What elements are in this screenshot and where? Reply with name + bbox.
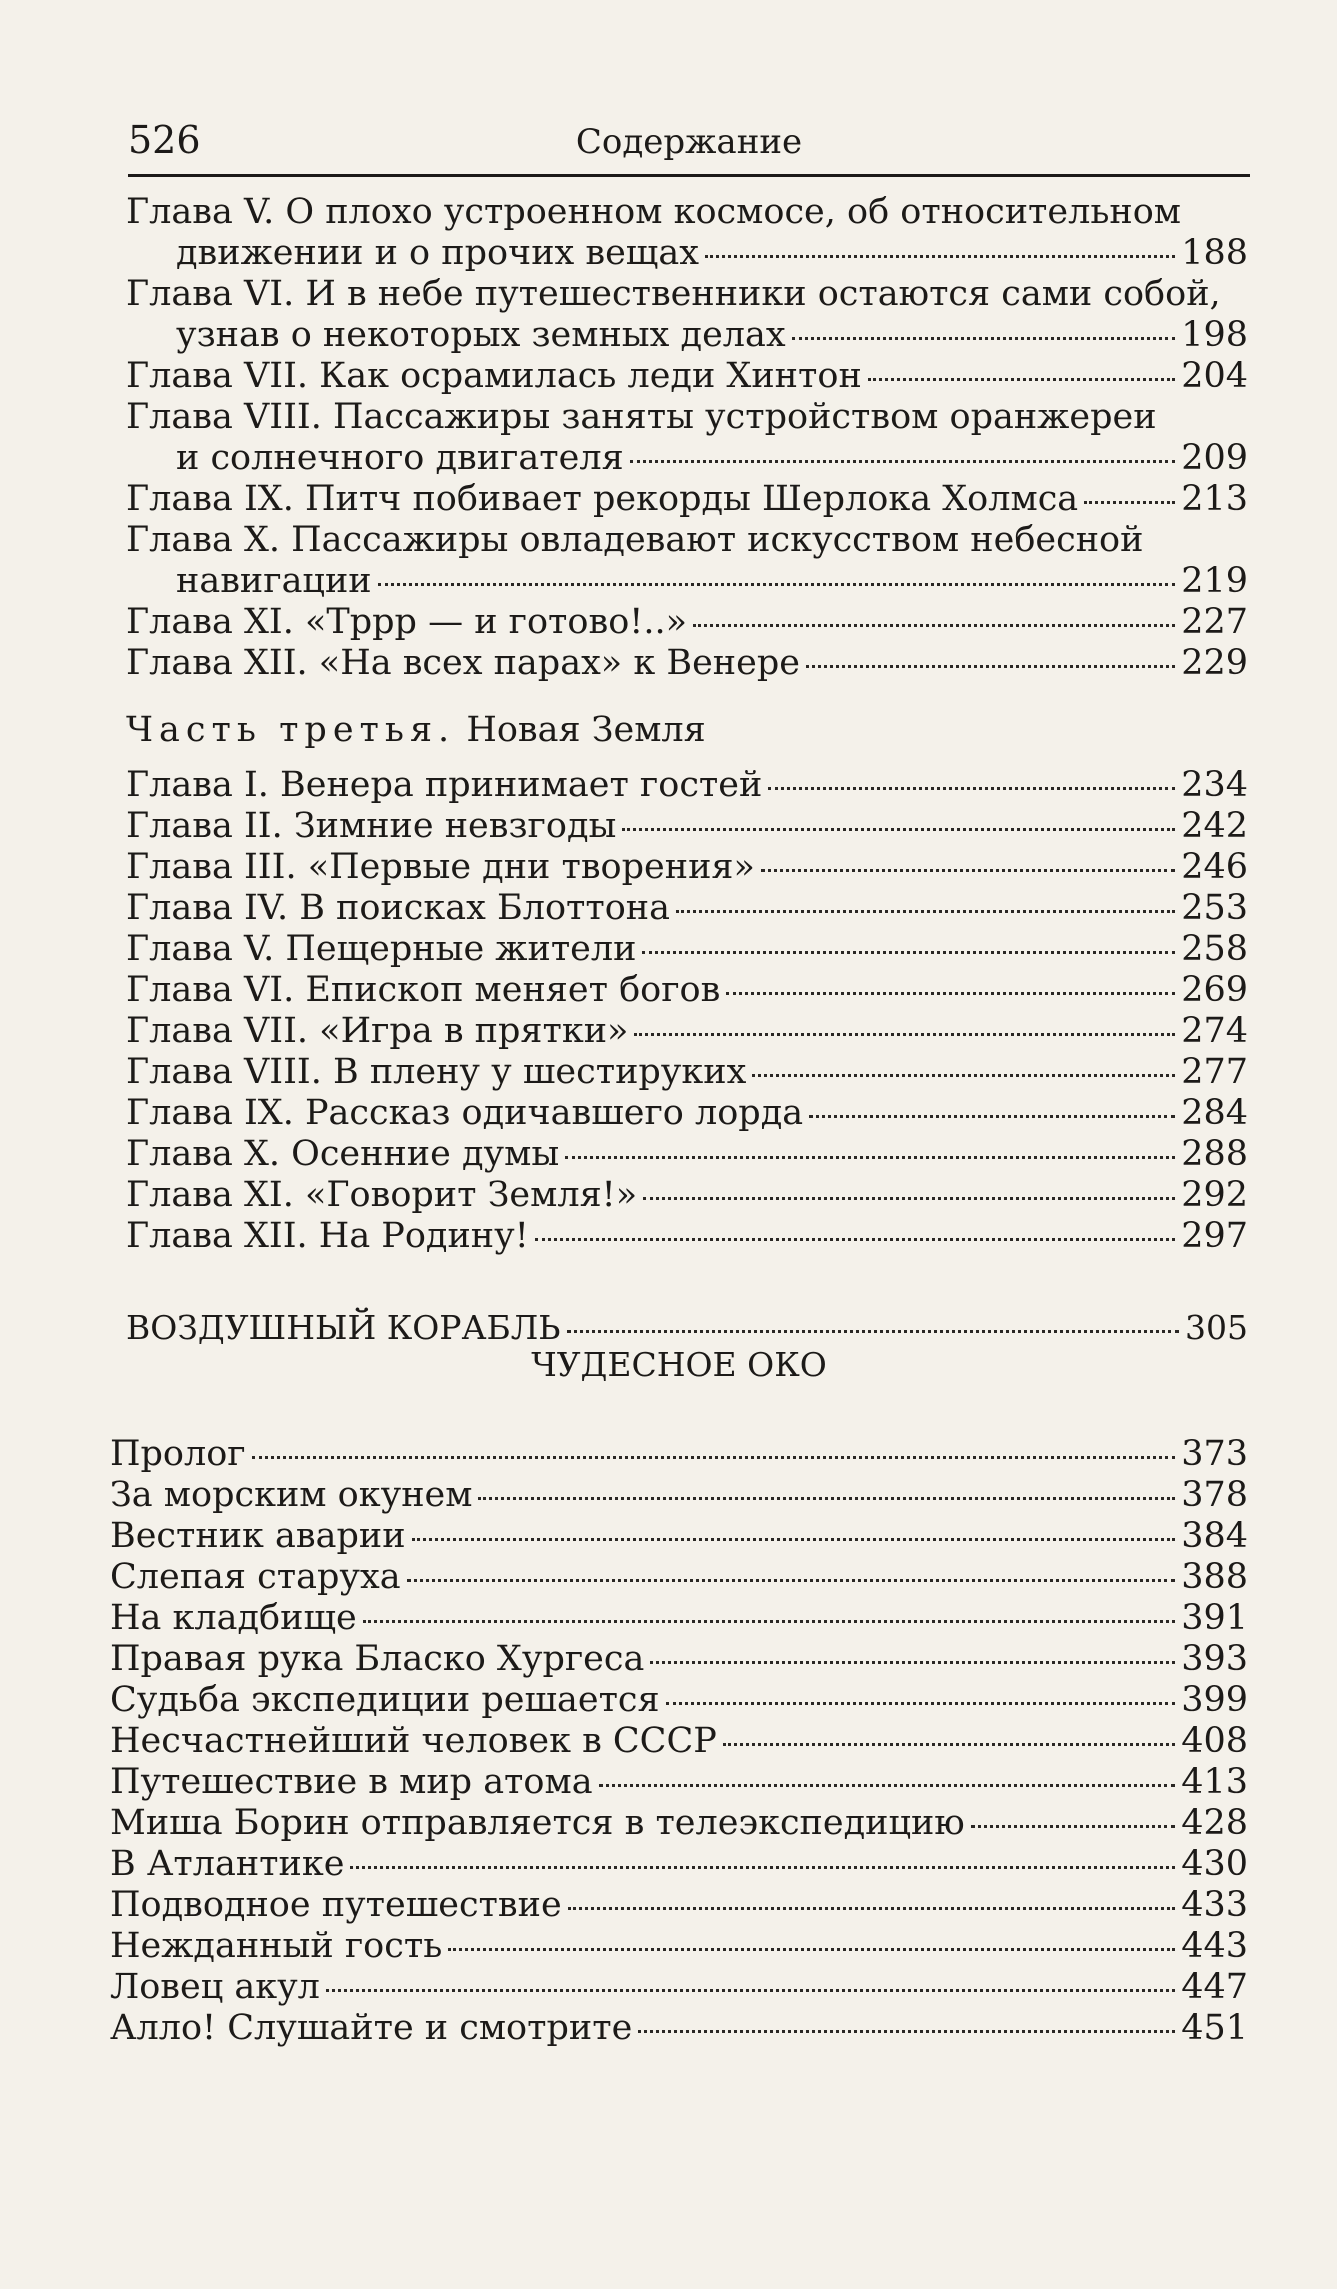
toc-entry bbox=[126, 1093, 1248, 1134]
toc-entry-line bbox=[126, 315, 1248, 356]
dot-leader bbox=[363, 1620, 1175, 1623]
chapter-page-number: 246 bbox=[1181, 847, 1248, 887]
part-three-title: Новая Земля bbox=[466, 710, 706, 750]
dot-leader bbox=[768, 787, 1175, 790]
toc-entry bbox=[110, 1557, 1248, 1598]
chapter-page-number: 391 bbox=[1181, 1598, 1248, 1638]
toc-entry-line bbox=[126, 561, 1248, 602]
wonder-eye-chapter-list bbox=[110, 1434, 1248, 2049]
chapter-title: Глава XI. «Говорит Земля!» bbox=[126, 1175, 638, 1215]
chapter-title: Глава II. Зимние невзгоды bbox=[126, 806, 617, 846]
wonder-eye-section bbox=[110, 1297, 1248, 2049]
airship-page: 305 bbox=[1185, 1308, 1248, 1347]
chapter-page-number: 242 bbox=[1181, 806, 1248, 846]
dot-leader bbox=[723, 1743, 1175, 1746]
toc-entry-line bbox=[126, 192, 1248, 233]
toc-entry-line bbox=[126, 520, 1248, 561]
chapter-title: Подводное путешествие bbox=[110, 1885, 562, 1925]
toc-entry bbox=[110, 1434, 1248, 1475]
dot-leader bbox=[634, 1033, 1175, 1036]
part-three-heading bbox=[126, 710, 1248, 751]
page-number: 526 bbox=[128, 118, 201, 162]
chapter-title: Несчастнейший человек в СССР bbox=[110, 1721, 717, 1761]
toc-entry-line bbox=[126, 397, 1248, 438]
chapter-page-number: 219 bbox=[1181, 561, 1248, 601]
toc-entry bbox=[110, 1926, 1248, 1967]
chapter-title: Глава VI. И в небе путешественники остаются сами собой, bbox=[126, 274, 1221, 314]
chapter-title: Глава V. О плохо устроенном космосе, об относительном bbox=[126, 192, 1182, 232]
dot-leader bbox=[806, 665, 1175, 668]
toc-entry-line bbox=[126, 274, 1248, 315]
toc-entry bbox=[126, 1134, 1248, 1175]
toc-entry bbox=[126, 847, 1248, 888]
dot-leader bbox=[1084, 501, 1175, 504]
dot-leader bbox=[448, 1948, 1175, 1951]
toc-entry bbox=[126, 765, 1248, 806]
toc-entry-line bbox=[126, 1216, 1248, 1257]
dot-leader bbox=[622, 828, 1175, 831]
chapter-page-number: 253 bbox=[1181, 888, 1248, 928]
table-of-contents bbox=[126, 192, 1248, 1348]
chapter-page-number: 373 bbox=[1181, 1434, 1248, 1474]
chapter-title: Глава XI. «Тррр — и готово!..» bbox=[126, 602, 687, 642]
dot-leader bbox=[868, 378, 1175, 381]
dot-leader bbox=[726, 992, 1175, 995]
toc-entry-line bbox=[126, 438, 1248, 479]
chapter-title: За морским окунем bbox=[110, 1475, 473, 1515]
toc-entry-line bbox=[110, 1557, 1248, 1598]
toc-entry bbox=[126, 1011, 1248, 1052]
dot-leader bbox=[971, 1825, 1175, 1828]
chapter-title: навигации bbox=[176, 561, 372, 601]
toc-entry bbox=[126, 602, 1248, 643]
chapter-title: Глава IV. В поисках Блоттона bbox=[126, 888, 671, 928]
dot-leader bbox=[693, 624, 1175, 627]
dot-leader bbox=[650, 1661, 1175, 1664]
dot-leader bbox=[642, 951, 1175, 954]
dot-leader bbox=[599, 1784, 1176, 1787]
chapter-page-number: 234 bbox=[1181, 765, 1248, 805]
toc-entry bbox=[126, 1216, 1248, 1257]
chapter-title: Путешествие в мир атома bbox=[110, 1762, 593, 1802]
toc-entry-line bbox=[110, 2008, 1248, 2049]
toc-entry bbox=[110, 1721, 1248, 1762]
toc-entry-line bbox=[126, 970, 1248, 1011]
toc-entry-line bbox=[126, 602, 1248, 643]
dot-leader bbox=[350, 1866, 1175, 1869]
chapter-title: Глава I. Венера принимает гостей bbox=[126, 765, 763, 805]
chapter-title: Миша Борин отправляется в телеэкспедицию bbox=[110, 1803, 965, 1843]
chapter-title: Глава III. «Первые дни творения» bbox=[126, 847, 755, 887]
toc-entry-line bbox=[126, 847, 1248, 888]
chapter-title: Глава IX. Рассказ одичавшего лорда bbox=[126, 1093, 804, 1133]
toc-entry-line bbox=[126, 1093, 1248, 1134]
dot-leader bbox=[638, 2030, 1175, 2033]
chapter-title: Глава IX. Питч побивает рекорды Шерлока Холмса bbox=[126, 479, 1079, 519]
chapter-title: Ловец акул bbox=[110, 1967, 320, 2007]
toc-entry-line bbox=[126, 1175, 1248, 1216]
toc-entry-line bbox=[110, 1844, 1248, 1885]
dot-leader bbox=[478, 1497, 1175, 1500]
chapter-page-number: 447 bbox=[1181, 1967, 1248, 2007]
chapter-title: Алло! Слушайте и смотрите bbox=[110, 2008, 633, 2048]
chapter-page-number: 204 bbox=[1181, 356, 1248, 396]
toc-entry-line bbox=[126, 1011, 1248, 1052]
chapter-title: Глава VII. Как осрамилась леди Хинтон bbox=[126, 356, 862, 396]
dot-leader bbox=[630, 460, 1176, 463]
toc-entry bbox=[110, 1967, 1248, 2008]
chapter-page-number: 428 bbox=[1181, 1803, 1248, 1843]
toc-entry-line bbox=[126, 765, 1248, 806]
dot-leader bbox=[535, 1238, 1175, 1241]
chapter-page-number: 258 bbox=[1181, 929, 1248, 969]
chapter-page-number: 388 bbox=[1181, 1557, 1248, 1597]
toc-entry-line bbox=[110, 1926, 1248, 1967]
part-three-chapter-list bbox=[126, 765, 1248, 1257]
page-header bbox=[128, 110, 1250, 177]
chapter-title: Слепая старуха bbox=[110, 1557, 401, 1597]
toc-entry bbox=[126, 970, 1248, 1011]
chapter-title: узнав о некоторых земных делах bbox=[176, 315, 786, 355]
toc-entry-line bbox=[110, 1434, 1248, 1475]
part-three-label: Часть третья. bbox=[126, 710, 456, 750]
chapter-title: Правая рука Бласко Хургеса bbox=[110, 1639, 645, 1679]
chapter-page-number: 198 bbox=[1181, 315, 1248, 355]
chapter-title: Глава VIII. В плену у шестируких bbox=[126, 1052, 747, 1092]
toc-entry bbox=[110, 2008, 1248, 2049]
toc-entry bbox=[110, 1598, 1248, 1639]
toc-entry bbox=[126, 397, 1248, 479]
chapter-page-number: 393 bbox=[1181, 1639, 1248, 1679]
toc-entry bbox=[126, 643, 1248, 684]
chapter-title: Глава V. Пещерные жители bbox=[126, 929, 637, 969]
toc-entry bbox=[110, 1885, 1248, 1926]
toc-entry bbox=[110, 1803, 1248, 1844]
toc-entry-line bbox=[110, 1516, 1248, 1557]
toc-entry bbox=[126, 520, 1248, 602]
chapter-page-number: 288 bbox=[1181, 1134, 1248, 1174]
toc-entry-line bbox=[126, 233, 1248, 274]
dot-leader bbox=[407, 1579, 1176, 1582]
chapter-title: Глава VI. Епископ меняет богов bbox=[126, 970, 721, 1010]
toc-entry bbox=[126, 274, 1248, 356]
toc-entry bbox=[110, 1680, 1248, 1721]
chapter-page-number: 227 bbox=[1181, 602, 1248, 642]
chapter-page-number: 430 bbox=[1181, 1844, 1248, 1884]
chapter-page-number: 292 bbox=[1181, 1175, 1248, 1215]
chapter-title: Глава X. Пассажиры овладевают искусством небесной bbox=[126, 520, 1144, 560]
wonder-eye-heading: ЧУДЕСНОЕ ОКО bbox=[531, 1345, 827, 1384]
dot-leader bbox=[676, 910, 1175, 913]
dot-leader bbox=[752, 1074, 1175, 1077]
chapter-title: и солнечного двигателя bbox=[176, 438, 624, 478]
toc-entry-line bbox=[126, 888, 1248, 929]
toc-entry-line bbox=[126, 356, 1248, 397]
toc-entry-line bbox=[126, 806, 1248, 847]
chapter-page-number: 188 bbox=[1181, 233, 1248, 273]
chapter-title: движении и о прочих вещах bbox=[176, 233, 699, 273]
chapter-title: Судьба экспедиции решается bbox=[110, 1680, 660, 1720]
running-title: Содержание bbox=[575, 122, 803, 162]
chapter-title: В Атлантике bbox=[110, 1844, 345, 1884]
chapter-title: На кладбище bbox=[110, 1598, 357, 1638]
chapter-page-number: 451 bbox=[1181, 2008, 1248, 2048]
dot-leader bbox=[378, 583, 1176, 586]
toc-entry bbox=[126, 479, 1248, 520]
airship-title: ВОЗДУШНЫЙ КОРАБЛЬ bbox=[126, 1308, 561, 1347]
toc-entry-line bbox=[110, 1598, 1248, 1639]
chapter-page-number: 399 bbox=[1181, 1680, 1248, 1720]
toc-entry-line bbox=[126, 479, 1248, 520]
toc-entry-line bbox=[126, 1052, 1248, 1093]
toc-entry-line bbox=[126, 929, 1248, 970]
chapter-page-number: 274 bbox=[1181, 1011, 1248, 1051]
toc-entry-line bbox=[110, 1762, 1248, 1803]
toc-entry bbox=[110, 1844, 1248, 1885]
chapter-page-number: 378 bbox=[1181, 1475, 1248, 1515]
chapter-page-number: 277 bbox=[1181, 1052, 1248, 1092]
chapter-page-number: 209 bbox=[1181, 438, 1248, 478]
dot-leader bbox=[666, 1702, 1176, 1705]
toc-entry-line bbox=[110, 1803, 1248, 1844]
chapter-title: Глава VII. «Игра в прятки» bbox=[126, 1011, 629, 1051]
dot-leader bbox=[412, 1538, 1176, 1541]
chapter-title: Глава X. Осенние думы bbox=[126, 1134, 560, 1174]
chapter-page-number: 269 bbox=[1181, 970, 1248, 1010]
chapter-page-number: 213 bbox=[1181, 479, 1248, 519]
toc-entry bbox=[110, 1475, 1248, 1516]
toc-entry bbox=[126, 192, 1248, 274]
chapter-title: Глава VIII. Пассажиры заняты устройством оранжереи bbox=[126, 397, 1157, 437]
dot-leader bbox=[809, 1115, 1175, 1118]
dot-leader bbox=[326, 1989, 1175, 1992]
toc-entry-line bbox=[126, 643, 1248, 684]
toc-entry-line bbox=[110, 1967, 1248, 2008]
toc-entry bbox=[110, 1762, 1248, 1803]
toc-entry bbox=[110, 1516, 1248, 1557]
chapter-page-number: 433 bbox=[1181, 1885, 1248, 1925]
chapter-page-number: 413 bbox=[1181, 1762, 1248, 1802]
toc-entry-line bbox=[110, 1680, 1248, 1721]
toc-entry bbox=[126, 888, 1248, 929]
chapter-title: Пролог bbox=[110, 1434, 246, 1474]
dot-leader bbox=[761, 869, 1175, 872]
toc-entry bbox=[126, 1052, 1248, 1093]
dot-leader bbox=[705, 255, 1175, 258]
chapter-page-number: 443 bbox=[1181, 1926, 1248, 1966]
toc-entry-line bbox=[110, 1721, 1248, 1762]
toc-entry-line bbox=[110, 1885, 1248, 1926]
dot-leader bbox=[568, 1907, 1176, 1910]
chapter-title: Нежданный гость bbox=[110, 1926, 443, 1966]
toc-entry-line bbox=[126, 1134, 1248, 1175]
part-two-chapter-list bbox=[126, 192, 1248, 684]
chapter-page-number: 297 bbox=[1181, 1216, 1248, 1256]
chapter-page-number: 408 bbox=[1181, 1721, 1248, 1761]
dot-leader bbox=[643, 1197, 1175, 1200]
chapter-title: Вестник аварии bbox=[110, 1516, 406, 1556]
toc-entry bbox=[126, 356, 1248, 397]
chapter-page-number: 284 bbox=[1181, 1093, 1248, 1133]
chapter-title: Глава XII. «На всех парах» к Венере bbox=[126, 643, 800, 683]
dot-leader bbox=[565, 1156, 1175, 1159]
toc-entry-line bbox=[110, 1475, 1248, 1516]
chapter-page-number: 229 bbox=[1181, 643, 1248, 683]
chapter-title: Глава XII. На Родину! bbox=[126, 1216, 529, 1256]
toc-entry bbox=[126, 1175, 1248, 1216]
toc-entry bbox=[126, 929, 1248, 970]
toc-entry bbox=[126, 806, 1248, 847]
chapter-page-number: 384 bbox=[1181, 1516, 1248, 1556]
dot-leader bbox=[792, 337, 1176, 340]
dot-leader bbox=[252, 1456, 1176, 1459]
toc-entry bbox=[110, 1639, 1248, 1680]
toc-entry-line bbox=[110, 1639, 1248, 1680]
